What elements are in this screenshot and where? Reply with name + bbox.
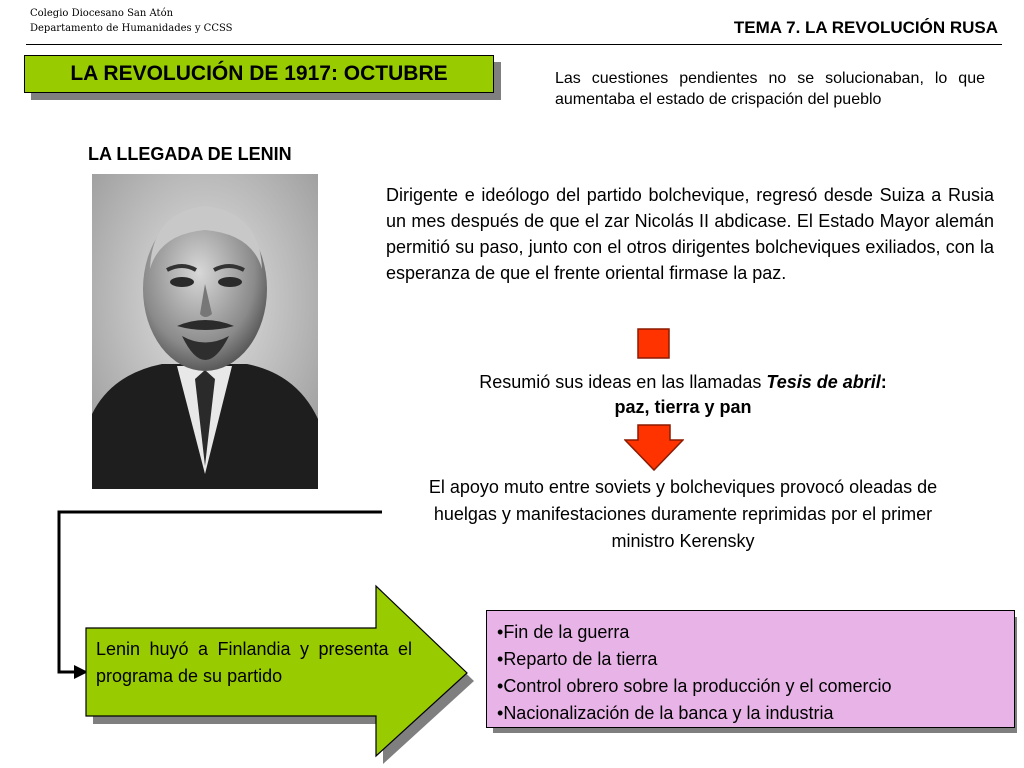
list-item: • Control obrero sobre la producción y el comercio (497, 673, 1014, 700)
intro-text: Las cuestiones pendientes no se solucionaban, lo que aumentaba el estado de crispación del pueblo (555, 70, 985, 108)
arrow-down-icon (624, 424, 684, 472)
tesis-emphasis: Tesis de abril (766, 372, 881, 392)
department-name: Departamento de Humanidades y CCSS (30, 23, 233, 34)
tesis-prefix: Resumió sus ideas en las llamadas (479, 372, 767, 392)
program-box (486, 610, 1015, 728)
tesis-de-abril-text (400, 370, 966, 420)
tesis-suffix: : (880, 372, 887, 392)
list-item: • Fin de la guerra (497, 619, 1014, 646)
slide-title (24, 55, 494, 93)
apoyo-soviets-text: El apoyo muto entre soviets y bolcheviques provocó oleadas de huelgas y manifestaciones duramente reprimidas por el primer ministro Kerensky (428, 477, 938, 551)
slide-title-text: LA REVOLUCIÓN DE 1917: OCTUBRE (70, 62, 448, 85)
lenin-portrait-image (92, 174, 318, 489)
header-divider (26, 44, 1002, 45)
list-item: • Nacionalización de la banca y la industria (497, 700, 1014, 727)
topic-title: TEMA 7. LA REVOLUCIÓN RUSA (733, 18, 998, 37)
arrow-down-icon (637, 328, 671, 360)
list-item: • Reparto de la tierra (497, 646, 1014, 673)
tesis-slogan: paz, tierra y pan (614, 397, 752, 417)
school-name: Colegio Diocesano San Atón (30, 8, 174, 19)
section-heading: LA LLEGADA DE LENIN (88, 144, 292, 164)
lenin-biography: Dirigente e ideólogo del partido bolchevique, regresó desde Suiza a Rusia un mes después de que el zar Nicolás II abdicase. El Estado Mayor alemán permitió su paso, junto con el otros dirigentes bolcheviques exiliados, con la esperanza de que el frente oriental firmase la paz. (386, 185, 994, 283)
program-list (497, 619, 1014, 727)
lenin-finlandia-text: Lenin huyó a Finlandia y presenta el programa de su partido (96, 639, 412, 686)
